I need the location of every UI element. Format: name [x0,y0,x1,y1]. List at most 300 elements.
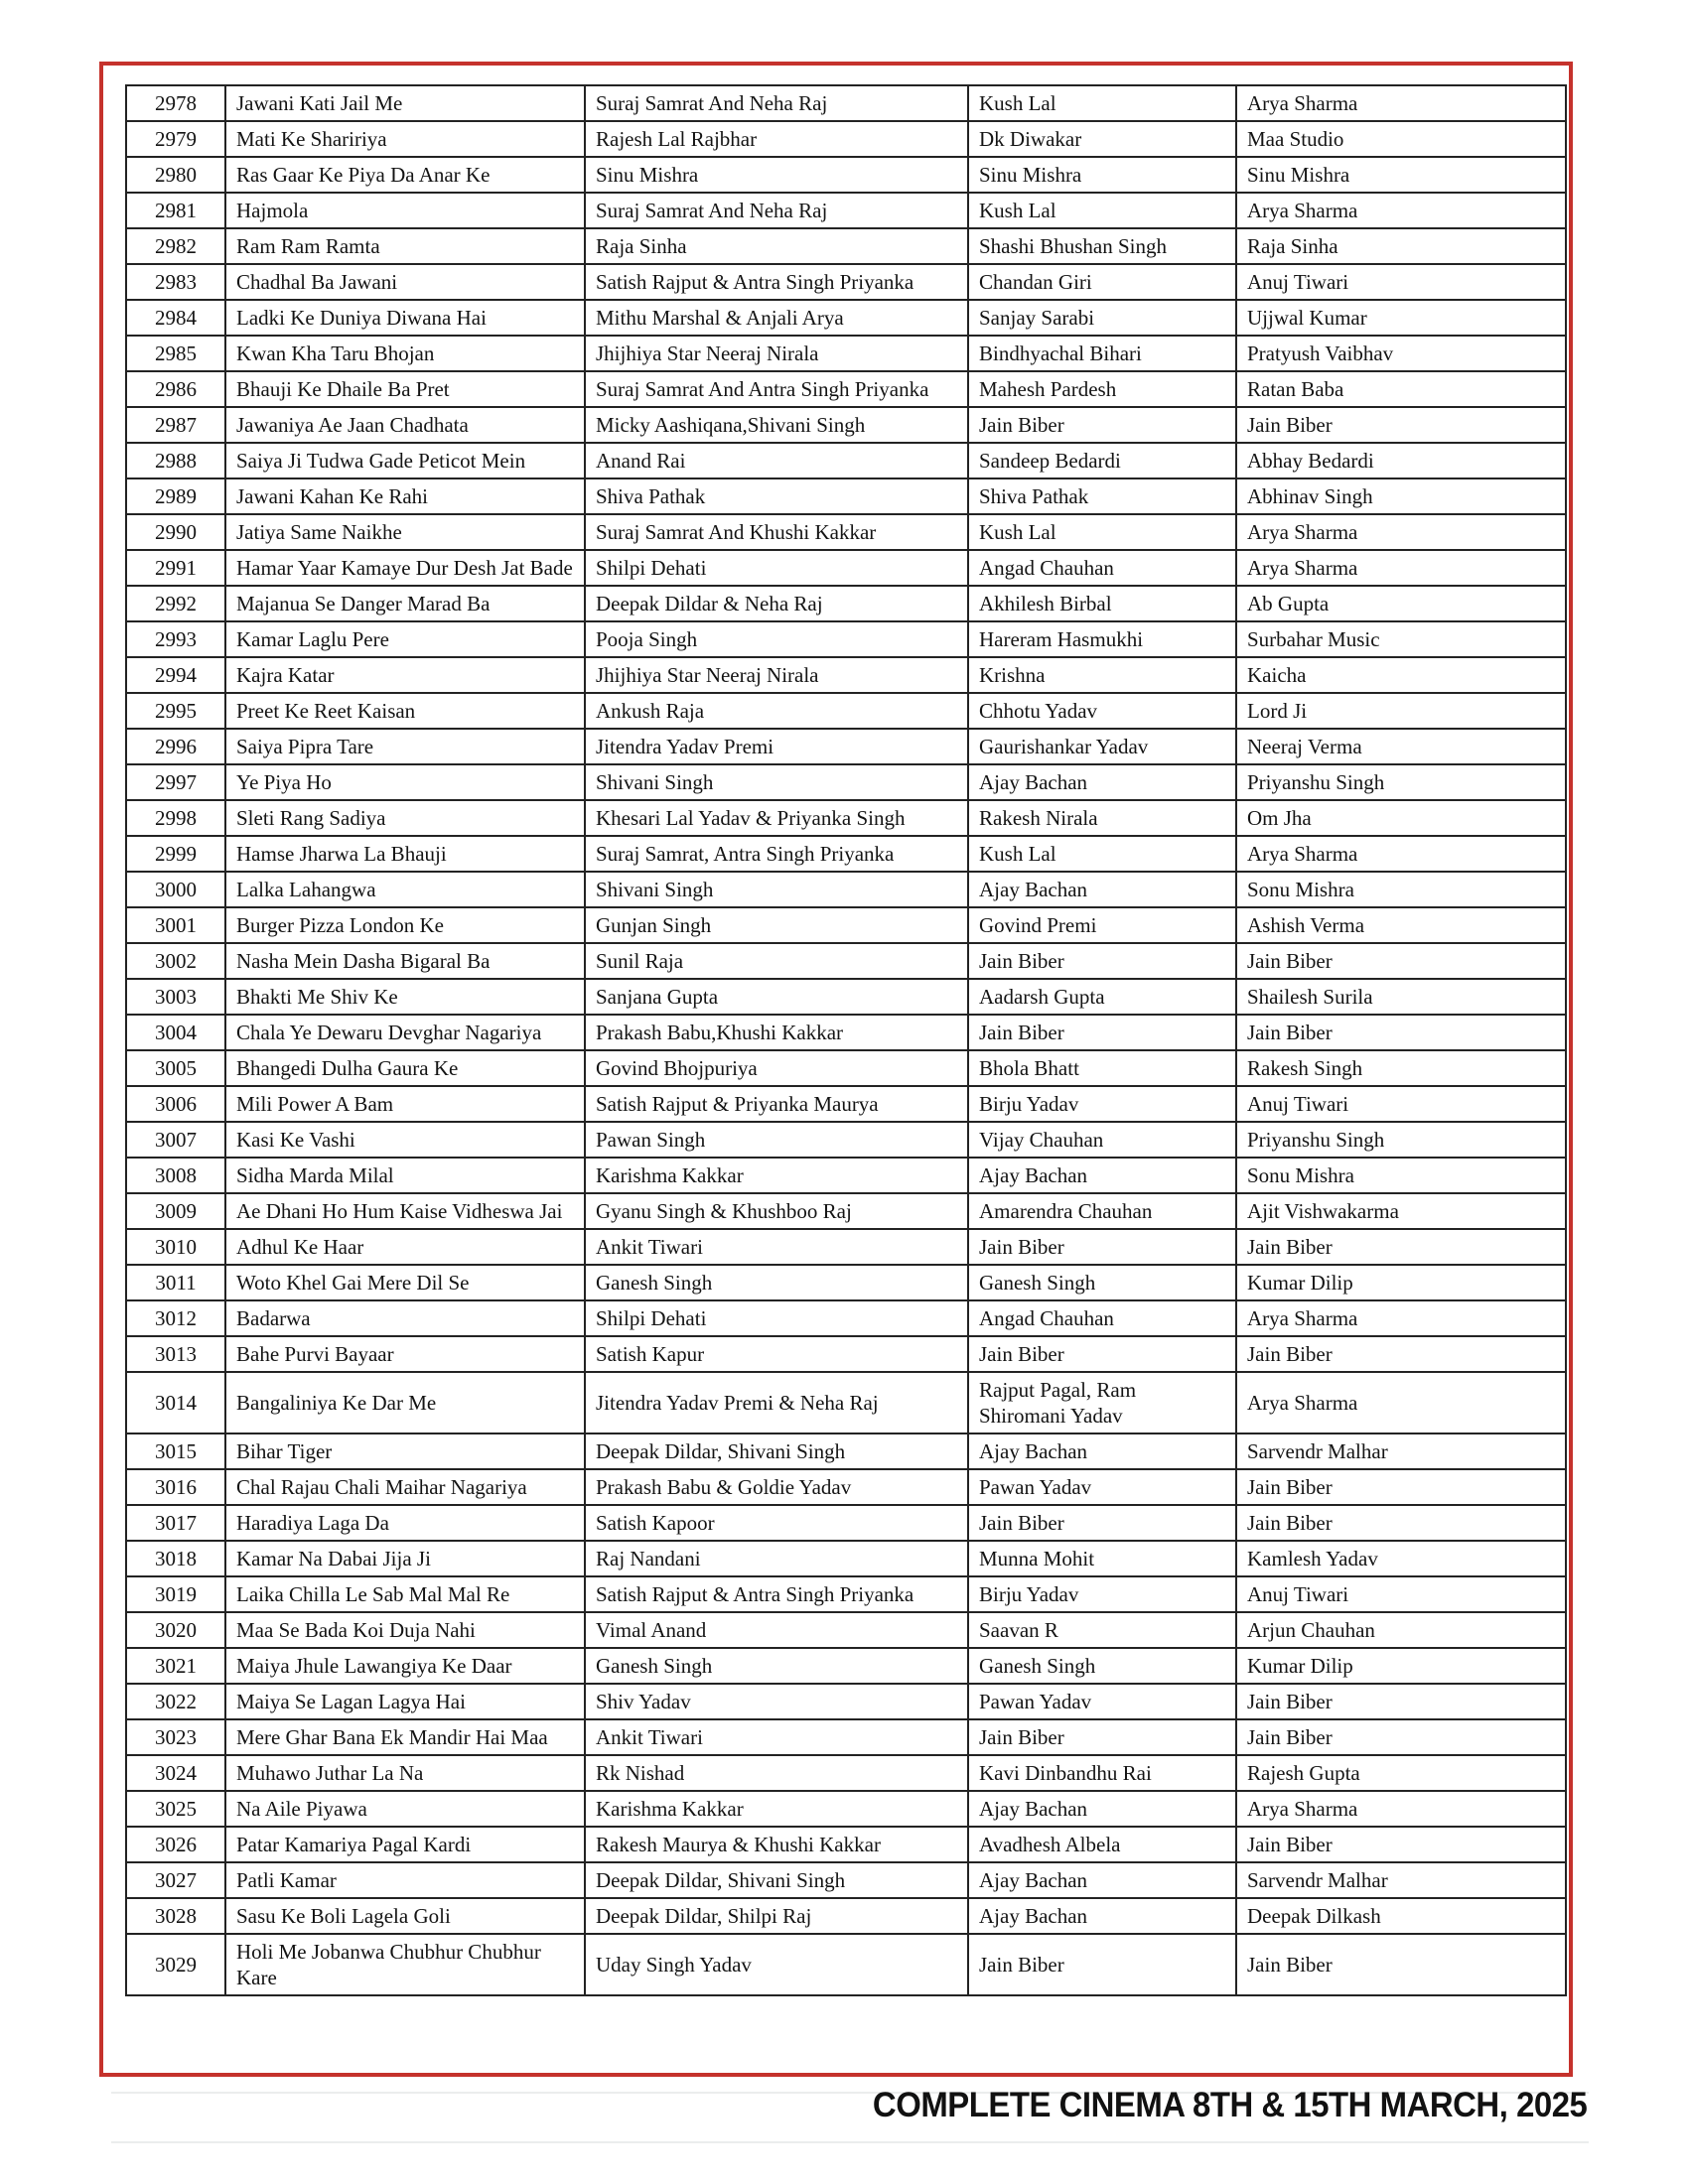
table-row [126,1505,1566,1541]
col3-cell: Mithu Marshal & Anjali Arya [585,300,968,336]
col5-cell: Jain Biber [1236,1505,1566,1541]
serial-cell: 3009 [126,1193,225,1229]
col3-cell: Suraj Samrat And Neha Raj [585,85,968,121]
title-cell: Lalka Lahangwa [225,872,585,907]
title-cell: Maiya Jhule Lawangiya Ke Daar [225,1648,585,1684]
serial-cell: 2988 [126,443,225,478]
col3-cell: Ankit Tiwari [585,1719,968,1755]
table-row [126,371,1566,407]
col4-cell: Jain Biber [968,1719,1236,1755]
title-cell: Jatiya Same Naikhe [225,514,585,550]
col4-cell: Amarendra Chauhan [968,1193,1236,1229]
serial-cell: 3018 [126,1541,225,1576]
col4-cell: Ajay Bachan [968,1791,1236,1827]
serial-cell: 2998 [126,800,225,836]
col5-cell: Kumar Dilip [1236,1265,1566,1300]
col5-cell: Jain Biber [1236,1015,1566,1050]
col3-cell: Jhijhiya Star Neeraj Nirala [585,657,968,693]
table-row [126,300,1566,336]
col5-cell: Arya Sharma [1236,1372,1566,1433]
table-row [126,1576,1566,1612]
col5-cell: Arya Sharma [1236,550,1566,586]
col4-cell: Ganesh Singh [968,1265,1236,1300]
table-row [126,407,1566,443]
serial-cell: 3007 [126,1122,225,1158]
serial-cell: 3015 [126,1433,225,1469]
title-cell: Maa Se Bada Koi Duja Nahi [225,1612,585,1648]
col3-cell: Raja Sinha [585,228,968,264]
title-cell: Laika Chilla Le Sab Mal Mal Re [225,1576,585,1612]
col3-cell: Satish Kapur [585,1336,968,1372]
col5-cell: Sonu Mishra [1236,1158,1566,1193]
col3-cell: Suraj Samrat And Antra Singh Priyanka [585,371,968,407]
col5-cell: Arjun Chauhan [1236,1612,1566,1648]
table-row [126,1862,1566,1898]
title-cell: Sidha Marda Milal [225,1158,585,1193]
col5-cell: Lord Ji [1236,693,1566,729]
col3-cell: Ankush Raja [585,693,968,729]
title-cell: Chala Ye Dewaru Devghar Nagariya [225,1015,585,1050]
col5-cell: Arya Sharma [1236,1791,1566,1827]
col4-cell: Munna Mohit [968,1541,1236,1576]
col5-cell: Jain Biber [1236,1229,1566,1265]
serial-cell: 3024 [126,1755,225,1791]
col3-cell: Suraj Samrat And Neha Raj [585,193,968,228]
col4-cell: Aadarsh Gupta [968,979,1236,1015]
table-row [126,336,1566,371]
serial-cell: 3013 [126,1336,225,1372]
table-row [126,514,1566,550]
col3-cell: Rajesh Lal Rajbhar [585,121,968,157]
serial-cell: 2996 [126,729,225,764]
table-row [126,586,1566,621]
serial-cell: 3017 [126,1505,225,1541]
serial-cell: 3022 [126,1684,225,1719]
col5-cell: Arya Sharma [1236,514,1566,550]
serial-cell: 2979 [126,121,225,157]
table-row [126,907,1566,943]
title-cell: Bhauji Ke Dhaile Ba Pret [225,371,585,407]
col3-cell: Sanjana Gupta [585,979,968,1015]
serial-cell: 2981 [126,193,225,228]
title-cell: Patli Kamar [225,1862,585,1898]
col5-cell: Abhinav Singh [1236,478,1566,514]
title-cell: Saiya Pipra Tare [225,729,585,764]
serial-cell: 2989 [126,478,225,514]
title-cell: Ladki Ke Duniya Diwana Hai [225,300,585,336]
serial-cell: 2993 [126,621,225,657]
serial-cell: 2982 [126,228,225,264]
serial-cell: 3023 [126,1719,225,1755]
col4-cell: Jain Biber [968,407,1236,443]
title-cell: Mere Ghar Bana Ek Mandir Hai Maa [225,1719,585,1755]
col5-cell: Ujjwal Kumar [1236,300,1566,336]
serial-cell: 2984 [126,300,225,336]
col4-cell: Krishna [968,657,1236,693]
col4-cell: Ajay Bachan [968,1158,1236,1193]
table-row [126,1158,1566,1193]
title-cell: Burger Pizza London Ke [225,907,585,943]
col5-cell: Neeraj Verma [1236,729,1566,764]
col3-cell: Ganesh Singh [585,1265,968,1300]
serial-cell: 2995 [126,693,225,729]
title-cell: Kamar Na Dabai Jija Ji [225,1541,585,1576]
col3-cell: Gunjan Singh [585,907,968,943]
col4-cell: Sandeep Bedardi [968,443,1236,478]
col3-cell: Rk Nishad [585,1755,968,1791]
serial-cell: 3027 [126,1862,225,1898]
title-cell: Kasi Ke Vashi [225,1122,585,1158]
col3-cell: Shivani Singh [585,764,968,800]
col4-cell: Kavi Dinbandhu Rai [968,1755,1236,1791]
serial-cell: 3001 [126,907,225,943]
col5-cell: Sonu Mishra [1236,872,1566,907]
table-row [126,693,1566,729]
title-cell: Holi Me Jobanwa Chubhur Chubhur Kare [225,1934,585,1995]
col4-cell: Vijay Chauhan [968,1122,1236,1158]
title-cell: Kamar Laglu Pere [225,621,585,657]
col3-cell: Raj Nandani [585,1541,968,1576]
title-cell: Bhakti Me Shiv Ke [225,979,585,1015]
col4-cell: Birju Yadav [968,1086,1236,1122]
col4-cell: Kush Lal [968,514,1236,550]
table-row [126,836,1566,872]
col5-cell: Jain Biber [1236,943,1566,979]
title-cell: Kajra Katar [225,657,585,693]
col4-cell: Saavan R [968,1612,1236,1648]
col4-cell: Gaurishankar Yadav [968,729,1236,764]
col3-cell: Jitendra Yadav Premi [585,729,968,764]
col5-cell: Kumar Dilip [1236,1648,1566,1684]
col4-cell: Shiva Pathak [968,478,1236,514]
serial-cell: 3016 [126,1469,225,1505]
col3-cell: Suraj Samrat And Khushi Kakkar [585,514,968,550]
col4-cell: Sanjay Sarabi [968,300,1236,336]
table-row [126,1372,1566,1433]
table-row [126,1300,1566,1336]
col4-cell: Jain Biber [968,1015,1236,1050]
serial-cell: 3010 [126,1229,225,1265]
serial-cell: 3008 [126,1158,225,1193]
serial-cell: 3029 [126,1934,225,1995]
col4-cell: Sinu Mishra [968,157,1236,193]
col5-cell: Jain Biber [1236,1336,1566,1372]
table-row [126,1469,1566,1505]
col5-cell: Kamlesh Yadav [1236,1541,1566,1576]
col3-cell: Uday Singh Yadav [585,1934,968,1995]
col4-cell: Ajay Bachan [968,764,1236,800]
col4-cell: Rakesh Nirala [968,800,1236,836]
title-cell: Nasha Mein Dasha Bigaral Ba [225,943,585,979]
col3-cell: Jhijhiya Star Neeraj Nirala [585,336,968,371]
serial-cell: 3014 [126,1372,225,1433]
col4-cell: Ajay Bachan [968,1862,1236,1898]
table-row [126,1612,1566,1648]
col4-cell: Pawan Yadav [968,1684,1236,1719]
title-cell: Preet Ke Reet Kaisan [225,693,585,729]
serial-cell: 2999 [126,836,225,872]
col5-cell: Pratyush Vaibhav [1236,336,1566,371]
col4-cell: Jain Biber [968,1229,1236,1265]
col5-cell: Jain Biber [1236,1934,1566,1995]
col5-cell: Surbahar Music [1236,621,1566,657]
col5-cell: Ab Gupta [1236,586,1566,621]
col3-cell: Shiv Yadav [585,1684,968,1719]
col3-cell: Sunil Raja [585,943,968,979]
table-row [126,764,1566,800]
col5-cell: Kaicha [1236,657,1566,693]
table-row [126,1433,1566,1469]
col4-cell: Jain Biber [968,1336,1236,1372]
col5-cell: Arya Sharma [1236,193,1566,228]
col5-cell: Om Jha [1236,800,1566,836]
col3-cell: Karishma Kakkar [585,1158,968,1193]
col4-cell: Mahesh Pardesh [968,371,1236,407]
title-cell: Na Aile Piyawa [225,1791,585,1827]
title-cell: Bihar Tiger [225,1433,585,1469]
title-cell: Chal Rajau Chali Maihar Nagariya [225,1469,585,1505]
col5-cell: Priyanshu Singh [1236,1122,1566,1158]
serial-cell: 3028 [126,1898,225,1934]
col3-cell: Karishma Kakkar [585,1791,968,1827]
serial-cell: 2978 [126,85,225,121]
table-row [126,121,1566,157]
title-cell: Jawaniya Ae Jaan Chadhata [225,407,585,443]
title-cell: Hajmola [225,193,585,228]
table-row [126,1719,1566,1755]
serial-cell: 3006 [126,1086,225,1122]
table-row [126,1050,1566,1086]
col3-cell: Deepak Dildar & Neha Raj [585,586,968,621]
col5-cell: Anuj Tiwari [1236,1086,1566,1122]
col3-cell: Deepak Dildar, Shivani Singh [585,1862,968,1898]
title-cell: Badarwa [225,1300,585,1336]
col4-cell: Jain Biber [968,1505,1236,1541]
col3-cell: Vimal Anand [585,1612,968,1648]
col3-cell: Khesari Lal Yadav & Priyanka Singh [585,800,968,836]
table-row [126,443,1566,478]
serial-cell: 3025 [126,1791,225,1827]
serial-cell: 2987 [126,407,225,443]
col4-cell: Hareram Hasmukhi [968,621,1236,657]
col3-cell: Shivani Singh [585,872,968,907]
title-cell: Ram Ram Ramta [225,228,585,264]
col3-cell: Satish Rajput & Antra Singh Priyanka [585,1576,968,1612]
title-cell: Mili Power A Bam [225,1086,585,1122]
table-row [126,1229,1566,1265]
col5-cell: Rajesh Gupta [1236,1755,1566,1791]
title-cell: Jawani Kahan Ke Rahi [225,478,585,514]
title-cell: Ae Dhani Ho Hum Kaise Vidheswa Jai [225,1193,585,1229]
table-row [126,550,1566,586]
col3-cell: Pawan Singh [585,1122,968,1158]
col4-cell: Ganesh Singh [968,1648,1236,1684]
title-cell: Saiya Ji Tudwa Gade Peticot Mein [225,443,585,478]
col3-cell: Prakash Babu & Goldie Yadav [585,1469,968,1505]
title-cell: Chadhal Ba Jawani [225,264,585,300]
col4-cell: Ajay Bachan [968,872,1236,907]
table-row [126,943,1566,979]
title-cell: Maiya Se Lagan Lagya Hai [225,1684,585,1719]
title-cell: Muhawo Juthar La Na [225,1755,585,1791]
col5-cell: Arya Sharma [1236,85,1566,121]
table-row [126,1541,1566,1576]
table-row [126,157,1566,193]
title-cell: Jawani Kati Jail Me [225,85,585,121]
table-row [126,1193,1566,1229]
col4-cell: Avadhesh Albela [968,1827,1236,1862]
col4-cell: Jain Biber [968,1934,1236,1995]
col4-cell: Shashi Bhushan Singh [968,228,1236,264]
serial-cell: 3003 [126,979,225,1015]
title-cell: Ye Piya Ho [225,764,585,800]
table-row [126,478,1566,514]
title-cell: Adhul Ke Haar [225,1229,585,1265]
serial-cell: 2990 [126,514,225,550]
col3-cell: Ganesh Singh [585,1648,968,1684]
col3-cell: Rakesh Maurya & Khushi Kakkar [585,1827,968,1862]
table-row [126,85,1566,121]
table-row [126,872,1566,907]
col4-cell: Akhilesh Birbal [968,586,1236,621]
col4-cell: Bhola Bhatt [968,1050,1236,1086]
col5-cell: Ajit Vishwakarma [1236,1193,1566,1229]
table-row [126,1755,1566,1791]
col5-cell: Sarvendr Malhar [1236,1433,1566,1469]
serial-cell: 2980 [126,157,225,193]
footer-issue-label: COMPLETE CINEMA 8TH & 15TH MARCH, 2025 [872,2086,1587,2124]
title-cell: Hamse Jharwa La Bhauji [225,836,585,872]
table-row [126,1898,1566,1934]
col4-cell: Ajay Bachan [968,1433,1236,1469]
col3-cell: Pooja Singh [585,621,968,657]
col3-cell: Govind Bhojpuriya [585,1050,968,1086]
col3-cell: Ankit Tiwari [585,1229,968,1265]
title-cell: Kwan Kha Taru Bhojan [225,336,585,371]
table-row [126,1827,1566,1862]
table-row [126,1265,1566,1300]
col5-cell: Deepak Dilkash [1236,1898,1566,1934]
col5-cell: Maa Studio [1236,121,1566,157]
col3-cell: Deepak Dildar, Shilpi Raj [585,1898,968,1934]
col4-cell: Kush Lal [968,836,1236,872]
table-row [126,979,1566,1015]
serial-cell: 2997 [126,764,225,800]
col5-cell: Rakesh Singh [1236,1050,1566,1086]
col5-cell: Priyanshu Singh [1236,764,1566,800]
serial-cell: 3012 [126,1300,225,1336]
col4-cell: Angad Chauhan [968,1300,1236,1336]
table-row [126,264,1566,300]
col4-cell: Chandan Giri [968,264,1236,300]
col3-cell: Shilpi Dehati [585,550,968,586]
col3-cell: Jitendra Yadav Premi & Neha Raj [585,1372,968,1433]
col3-cell: Prakash Babu,Khushi Kakkar [585,1015,968,1050]
col5-cell: Jain Biber [1236,407,1566,443]
col3-cell: Suraj Samrat, Antra Singh Priyanka [585,836,968,872]
col5-cell: Jain Biber [1236,1719,1566,1755]
table-row [126,657,1566,693]
col5-cell: Ashish Verma [1236,907,1566,943]
col4-cell: Chhotu Yadav [968,693,1236,729]
col5-cell: Sinu Mishra [1236,157,1566,193]
title-cell: Haradiya Laga Da [225,1505,585,1541]
film-table-body [126,85,1566,1995]
col3-cell: Anand Rai [585,443,968,478]
col4-cell: Kush Lal [968,193,1236,228]
col4-cell: Jain Biber [968,943,1236,979]
col5-cell: Shailesh Surila [1236,979,1566,1015]
table-row [126,1015,1566,1050]
col4-cell: Dk Diwakar [968,121,1236,157]
table-row [126,1934,1566,1995]
col5-cell: Abhay Bedardi [1236,443,1566,478]
table-row [126,1122,1566,1158]
title-cell: Woto Khel Gai Mere Dil Se [225,1265,585,1300]
col4-cell: Pawan Yadav [968,1469,1236,1505]
serial-cell: 3000 [126,872,225,907]
col5-cell: Arya Sharma [1236,836,1566,872]
col5-cell: Jain Biber [1236,1684,1566,1719]
col4-cell: Rajput Pagal, Ram Shiromani Yadav [968,1372,1236,1433]
title-cell: Majanua Se Danger Marad Ba [225,586,585,621]
serial-cell: 3004 [126,1015,225,1050]
title-cell: Bhangedi Dulha Gaura Ke [225,1050,585,1086]
table-row [126,1791,1566,1827]
scan-artifact-line [111,2141,1589,2143]
col4-cell: Govind Premi [968,907,1236,943]
col4-cell: Angad Chauhan [968,550,1236,586]
title-cell: Sleti Rang Sadiya [225,800,585,836]
col3-cell: Satish Rajput & Priyanka Maurya [585,1086,968,1122]
film-list-table [125,84,1567,1996]
serial-cell: 3002 [126,943,225,979]
serial-cell: 2986 [126,371,225,407]
serial-cell: 3020 [126,1612,225,1648]
col4-cell: Bindhyachal Bihari [968,336,1236,371]
table-row [126,800,1566,836]
title-cell: Sasu Ke Boli Lagela Goli [225,1898,585,1934]
title-cell: Hamar Yaar Kamaye Dur Desh Jat Bade [225,550,585,586]
col4-cell: Ajay Bachan [968,1898,1236,1934]
serial-cell: 3011 [126,1265,225,1300]
col5-cell: Anuj Tiwari [1236,1576,1566,1612]
serial-cell: 3021 [126,1648,225,1684]
table-row [126,228,1566,264]
col5-cell: Sarvendr Malhar [1236,1862,1566,1898]
col3-cell: Satish Rajput & Antra Singh Priyanka [585,264,968,300]
col5-cell: Ratan Baba [1236,371,1566,407]
serial-cell: 3005 [126,1050,225,1086]
serial-cell: 2991 [126,550,225,586]
serial-cell: 2994 [126,657,225,693]
col5-cell: Jain Biber [1236,1469,1566,1505]
title-cell: Bahe Purvi Bayaar [225,1336,585,1372]
title-cell: Bangaliniya Ke Dar Me [225,1372,585,1433]
col3-cell: Gyanu Singh & Khushboo Raj [585,1193,968,1229]
col3-cell: Shilpi Dehati [585,1300,968,1336]
table-row [126,1648,1566,1684]
serial-cell: 3019 [126,1576,225,1612]
col4-cell: Kush Lal [968,85,1236,121]
col3-cell: Satish Kapoor [585,1505,968,1541]
title-cell: Mati Ke Shaririya [225,121,585,157]
col5-cell: Raja Sinha [1236,228,1566,264]
col5-cell: Anuj Tiwari [1236,264,1566,300]
table-row [126,729,1566,764]
table-row [126,193,1566,228]
col3-cell: Shiva Pathak [585,478,968,514]
